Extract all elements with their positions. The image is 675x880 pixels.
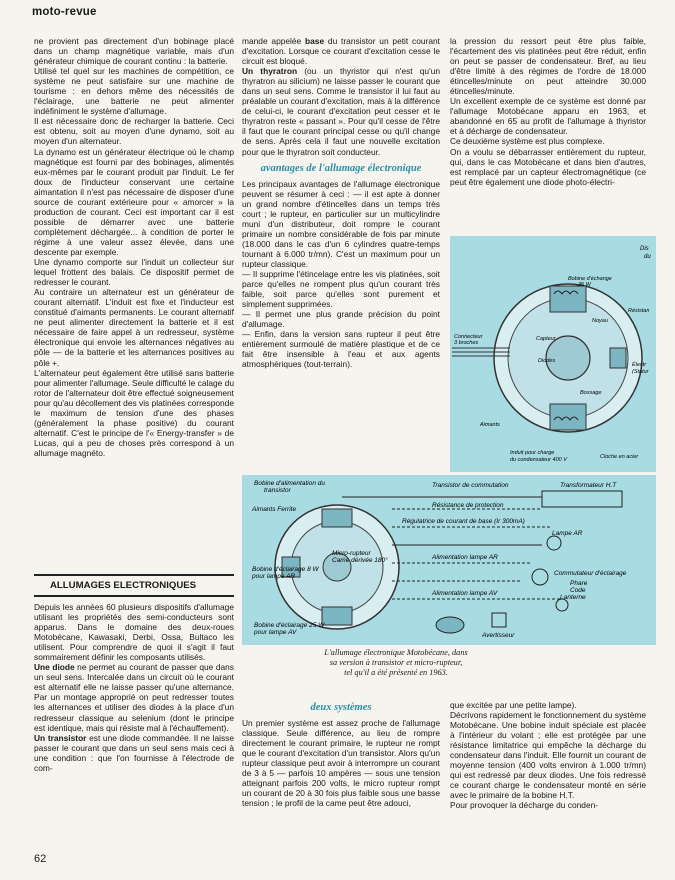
fig2-label: Commutateur d'éclairage bbox=[554, 570, 627, 577]
paragraph bbox=[34, 733, 234, 773]
fig1-label: Résistan bbox=[628, 308, 650, 314]
paragraph-text: du transistor un petit courant d'excitation. Lorsque ce courant d'excitation cesse le circuit est bloqué. bbox=[242, 36, 440, 67]
circuit-diagram-svg bbox=[242, 475, 656, 645]
fig1-label: Diodes bbox=[538, 358, 556, 364]
figure-caption bbox=[242, 648, 550, 677]
page-number: 62 bbox=[34, 853, 47, 865]
fig1-label: 3 broches bbox=[454, 340, 479, 346]
fig1-label: Dis bbox=[640, 246, 649, 252]
paragraph-text: ne permet au courant de passer que dans un seul sens. Intercalée dans un circuit où le courant est alternatif elle ne laisse passer qu'une alternance. Par un montage approprié on peut redresser toutes les alternances et utiliser des diodes à la place d'un redresseur classique au selenium (dont le principe est identique, mais qui résiste mal à l'échauffement). bbox=[34, 662, 234, 733]
fig1-label: Noyau bbox=[592, 318, 608, 324]
fig1-label: du bbox=[644, 254, 651, 260]
fig1-label: Aimants bbox=[480, 422, 500, 428]
paragraph-text: (ou un thyristor qui n'est qu'un thyratron au silicium) ne laisse passer le courant que dans un seul sens. Comme le transistor il lui faut au préalable un courant d'excitation, mais à la différence de celui-ci, le courant d'excitation peut cesser et le thyratron reste « passant ». Pour qu'il cesse de l'être il faut que le courant principal cesse ou qu'il change de sens. Après cela il faut une nouvelle excitation pour que le thyratron soit conducteur. bbox=[242, 66, 441, 157]
fig2-label: Came dérivée 180° bbox=[332, 557, 388, 564]
fig2-label: Bobine d'éclairage 8 W bbox=[252, 566, 319, 573]
fig2-label: Micro-rupteur bbox=[332, 550, 371, 557]
section-heading: ALLUMAGES ELECTRONIQUES bbox=[34, 574, 234, 597]
column-2 bbox=[242, 36, 440, 369]
fig2-label: pour lampe AR bbox=[252, 573, 296, 580]
column-3 bbox=[450, 36, 646, 187]
paragraph: Au contraire un alternateur est un générateur de courant alternatif. L'induit est fixe et l'inducteur est constitué d'aimants permanents. Le courant alternatif ne peut alimenter directement la batterie et il est nécessaire de faire appel à un redresseur, système électronique qui envoie les alternances négatives au pôle — de la batterie et les alternances positives au pôle +. bbox=[34, 287, 234, 368]
fig2-label: transistor bbox=[264, 487, 291, 494]
term-bold: Un transistor bbox=[34, 732, 87, 743]
fig2-label: Alimentation lampe AV bbox=[432, 590, 498, 597]
paragraph: Une dynamo comporte sur l'induit un collecteur sur lequel frottent des balais. Ce dispositif permet de redresser le courant. bbox=[34, 257, 234, 288]
circuit-diagram bbox=[242, 475, 656, 645]
paragraph: L'alternateur peut également être utilisé sans batterie pour alimenter l'allumage. Seule difficulté le calage du rotor de l'alternateur doit être effectué soigneusement pour qu'au décollement des vis platinées corresponde le maximum de tension d'une des phases (généralement la phase positive) du courant alternatif. C'est le principe de l'« Energy-transfer » de Lucas, qui a peu de choses près correspond à un allumage magnéto. bbox=[34, 367, 234, 458]
fig1-label: du condensateur 400 V bbox=[510, 457, 567, 463]
paragraph-text: mande appelée bbox=[242, 36, 306, 46]
fig2-label: Lanterne bbox=[560, 594, 586, 601]
subheading: deux systèmes bbox=[310, 702, 372, 713]
fig2-label: Transistor de commutation bbox=[432, 482, 509, 489]
subheading: avantages de l'allumage électronique bbox=[260, 162, 422, 174]
paragraph: Décrivons rapidement le fonctionnement du système Motobécane. Une bobine induit spéciale est placée à l'intérieur du volant ; elle est protégée par une résistance limitatrice qui empêche la décharge du condensateur dans l'induit. Elle fournit un courant de moyenne tension (400 volts environ à 1.000 tr/mn) qui est redressé par deux diodes. Une fois redressé ce courant charge le condensateur monté en série avec le primaire de la bobine H.T. bbox=[450, 710, 646, 801]
paragraph: Pour provoquer la décharge du conden- bbox=[450, 800, 599, 811]
fig1-label: Connecteur bbox=[454, 334, 483, 340]
fig1-label: Induit pour charge bbox=[510, 450, 555, 456]
term-bold: Une diode bbox=[34, 662, 75, 673]
fig1-label: Capteur bbox=[536, 336, 556, 342]
paragraph bbox=[34, 662, 234, 732]
stator-diagram-svg bbox=[450, 236, 656, 472]
paragraph bbox=[242, 66, 440, 156]
fig2-label: Code bbox=[570, 587, 586, 594]
paragraph: — Il permet une plus grande précision du point d'allumage. bbox=[242, 309, 440, 330]
column-3-lower bbox=[450, 700, 646, 811]
fig2-label: Régulatrice de courant de base (Ir 300mA) bbox=[402, 518, 525, 525]
fig1-label: Électr bbox=[632, 362, 647, 368]
column-1 bbox=[34, 36, 234, 458]
paragraph: On a voulu se débarrasser entièrement du rupteur, qui, dans le cas Motobécane et dans bien d'autres, est remplacé par un capteur électromagnétique (ce peut être également une diode photo-électri- bbox=[450, 146, 646, 187]
fig2-label: Transformateur H.T bbox=[560, 482, 617, 489]
fig2-label: Alimentation lampe AR bbox=[432, 554, 498, 561]
fig1-label: (Statur bbox=[632, 369, 649, 375]
fig2-label: Lampe AR bbox=[552, 530, 583, 537]
caption-line: sa version à transistor et micro-rupteur, bbox=[329, 657, 463, 667]
term-bold: base bbox=[305, 36, 325, 46]
paragraph: Ce deuxième système est plus complexe. bbox=[450, 136, 605, 147]
fig2-label: Phare bbox=[570, 580, 588, 587]
fig2-label: Bobine d'éclairage 25 W bbox=[254, 622, 325, 629]
fig1-label: 35 W bbox=[578, 282, 591, 288]
column-2-lower bbox=[242, 702, 440, 808]
caption-line: L'allumage électronique Motobécane, dans bbox=[324, 648, 468, 657]
caption-line: tel qu'il a été présenté en 1963. bbox=[344, 667, 448, 677]
paragraph: Les principaux avantages de l'allumage électronique peuvent se résumer à ceci : — il est apte à donner un grand nombre d'étincelles dans un temps très court ; le rupteur, en particulier sur un multicylindre muni d'un distributeur, doit rompre le courant primaire un nombre considérable de fois par minute (18.000 dans le cas d'un 6 cylindres quatre-temps tournant à 6.000 tr/mn). C'est un maximum pour un rupteur classique. bbox=[242, 178, 440, 269]
fig2-label: Avertisseur bbox=[482, 632, 515, 639]
paragraph: Un excellent exemple de ce système est donné par l'allumage Motobécane apparu en 1963, et abandonné en 65 au profit de l'allumage à thyristor et à décharge de condensateur. bbox=[450, 96, 646, 137]
stator-diagram bbox=[450, 236, 656, 472]
fig1-label: Bobine d'échange bbox=[568, 276, 612, 282]
column-1-lower bbox=[34, 602, 234, 773]
paragraph: — Il supprime l'étincelage entre les vis platinées, soit parce qu'elles ne rompent plus qu'un courant très faible, soit parce qu'elles sont purement et simplement supprimées. bbox=[242, 268, 440, 310]
paragraph: ne provient pas directement d'un bobinage placé dans un champ magnétique variable, mais d'un générateur chimique de courant continu : la batterie. bbox=[34, 36, 234, 67]
magazine-header: moto-revue bbox=[32, 6, 97, 18]
paragraph bbox=[242, 36, 440, 66]
fig2-label: Bobine d'alimentation du bbox=[254, 480, 325, 487]
paragraph: la pression du ressort peut être plus faible, l'écartement des vis platinées peut être réduit, enfin on peut se passer de condensateur. Bref, au lieu d'être limité à des régimes de l'ordre de 18.000 étincelles/minute on peut atteindre 30.000 étincelles/minute. bbox=[450, 36, 646, 97]
fig2-label: Résistance de protection bbox=[432, 502, 504, 509]
paragraph: La dynamo est un générateur électrique où le champ magnétique est fourni par des bobinages, alimentés eux-mêmes par le courant produit par l'induit. Le fer doux de l'inducteur conservant une certaine aimantation il n'est pas nécessaire de disposer d'une source de courant extérieure pour « amorcer » la production de courant. Ceci est important car il est possible de démarrer avec une batterie complètement déchargée... à condition de porter le régime à une valeur assez élevée, dans une descente par exemple. bbox=[34, 146, 234, 257]
fig1-label: Cloche en acier bbox=[600, 454, 639, 460]
paragraph: Utilisé tel quel sur les machines de compétition, ce système ne peut satisfaire sur une machine de tourisme : en dehors même des nécessités de l'éclairage, une batterie ne peut alimenter indéfiniment le système d'allumage. bbox=[34, 66, 234, 117]
fig1-label: Bossage bbox=[580, 390, 602, 396]
paragraph: Il est nécessaire donc de recharger la batterie. Ceci est obtenu, soit au moyen d'une dynamo, soit au moyen d'un alternateur. bbox=[34, 116, 234, 147]
paragraph-text: est une diode commandée. Il ne laisse passer le courant que dans un seul sens mais ceci à une condition : que l'on fournisse à l'électrode de com- bbox=[34, 732, 234, 773]
fig2-label: Aimants Ferrite bbox=[252, 506, 297, 513]
paragraph: Un premier système est assez proche de l'allumage classique. Seule différence, au lieu de rompre directement le courant primaire, le rupteur ne rompt que le courant d'excitation d'un transistor. Alors qu'un rupteur classique peut avoir à interrompre un courant de 3 à 5 — parfois 10 ampères — sous une tension atteignant parfois 200 volts, le micro rupteur rompt un courant de 20 à 30 fois plus faible sous une basse tension ; le profil de la came peut être adouci, bbox=[242, 718, 440, 809]
paragraph: que excitée par une petite lampe). bbox=[450, 700, 577, 710]
term-bold: Un thyratron bbox=[242, 66, 298, 77]
paragraph: Depuis les années 60 plusieurs dispositifs d'allumage utilisant les propriétés des semi-conducteurs sont apparus. Dans le domaine des deux-roues Motobécane, Kawasaki, Derbi, Ossa, Bultaco les utilisent. Pour comprendre de quoi il s'agit il faut sommairement définir les composants utilisés. bbox=[34, 602, 234, 663]
fig2-label: pour lampe AV bbox=[254, 629, 297, 636]
paragraph: — Enfin, dans la version sans rupteur il peut être entièrement surmoulé de matière plastique et de ce fait être insensible à l'eau et aux agents atmosphériques (tout-terrain). bbox=[242, 329, 440, 370]
